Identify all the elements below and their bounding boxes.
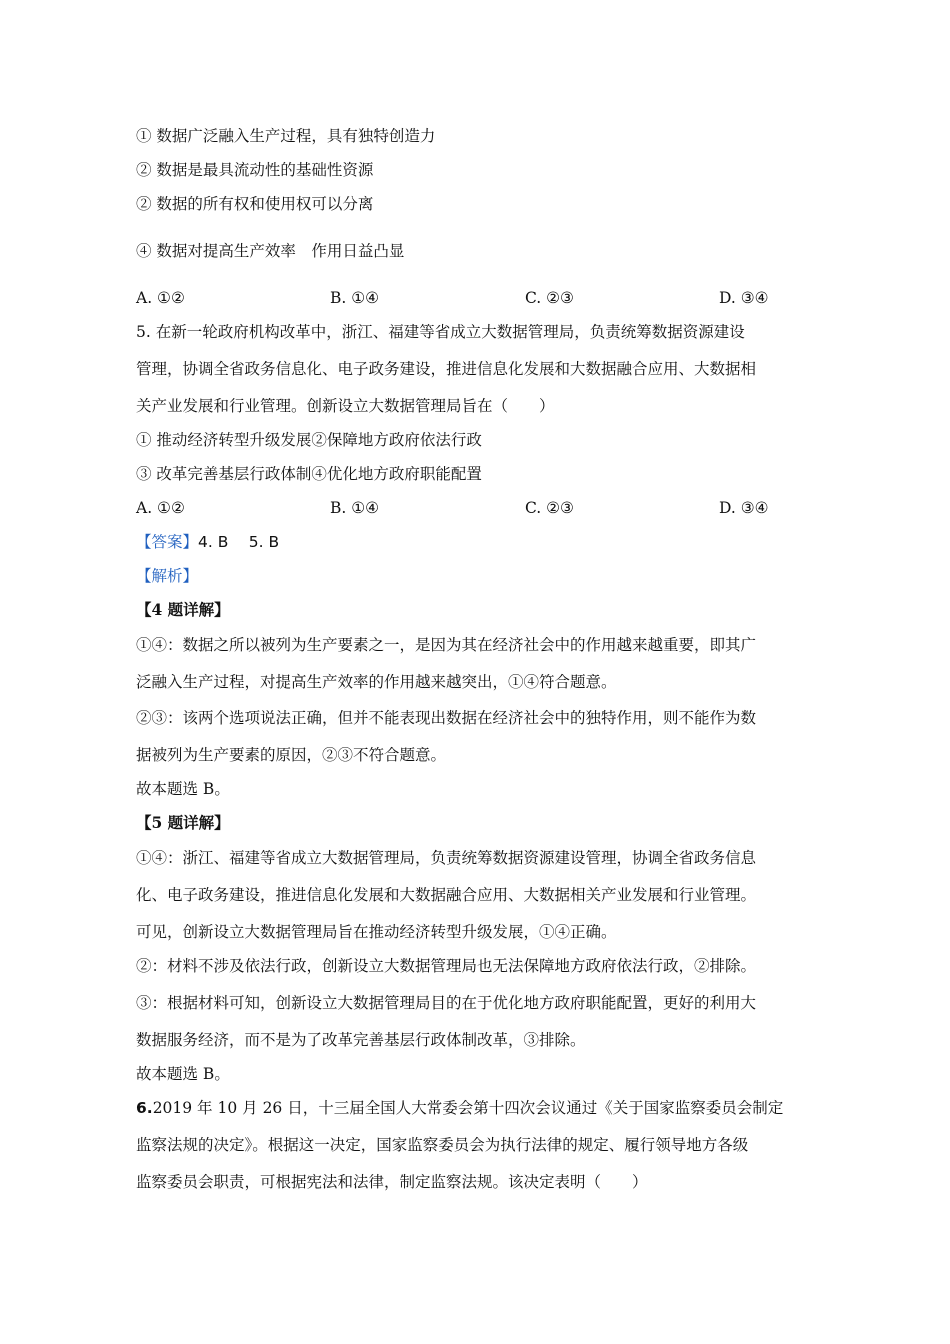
q5-option-c: C. ②③: [525, 499, 574, 517]
q5-option-a: A. ①②: [136, 499, 185, 517]
q5-stem-line-3: 关产业发展和行业管理。创新设立大数据管理局旨在（ ）: [136, 397, 555, 415]
q4-option-a: A. ①②: [136, 289, 185, 307]
answer-label: 【答案】: [136, 533, 199, 551]
q6-number: 6.: [136, 1099, 153, 1117]
q4-option-b: B. ①④: [330, 289, 380, 307]
q4-statement-1: ① 数据广泛融入生产过程，具有独特创造力: [136, 127, 436, 145]
q4-statement-2: ② 数据是最具流动性的基础性资源: [136, 161, 374, 179]
q5-detail-line-5: ③：根据材料可知，创新设立大数据管理局目的在于优化地方政府职能配置，更好的利用大: [136, 994, 757, 1012]
q5-stem-line-1: 5. 在新一轮政府机构改革中，浙江、福建等省成立大数据管理局，负责统筹数据资源建设: [136, 323, 745, 341]
q4-detail-line-4: 据被列为生产要素的原因，②③不符合题意。: [136, 746, 447, 764]
q4-detail-heading: 【4 题详解】: [136, 600, 230, 619]
q6-stem-line-1: [136, 1098, 783, 1118]
q4-detail-line-2: 泛融入生产过程，对提高生产效率的作用越来越突出，①④符合题意。: [136, 673, 617, 691]
q4-detail-line-3: ②③：该两个选项说法正确，但并不能表现出数据在经济社会中的独特作用，则不能作为数: [136, 709, 757, 727]
q5-stem-line-2: 管理，协调全省政务信息化、电子政务建设，推进信息化发展和大数据融合应用、大数据相: [136, 360, 757, 378]
q4-detail-line-1: ①④：数据之所以被列为生产要素之一，是因为其在经济社会中的作用越来越重要，即其广: [136, 636, 757, 654]
q5-detail-line-4: ②：材料不涉及依法行政，创新设立大数据管理局也无法保障地方政府依法行政，②排除。: [136, 957, 757, 975]
q5-option-b: B. ①④: [330, 499, 380, 517]
q6-stem-line-2: 监察法规的决定》。根据这一决定，国家监察委员会为执行法律的规定、履行领导地方各级: [136, 1136, 749, 1154]
q6-stem-text-1: 2019 年 10 月 26 日，十三届全国人大常委会第十四次会议通过《关于国家监察委员会制定: [152, 1099, 784, 1117]
q4-statement-4: ④ 数据对提高生产效率 作用日益凸显: [136, 242, 405, 260]
q5-detail-line-2: 化、电子政务建设，推进信息化发展和大数据融合应用、大数据相关产业发展和行业管理。: [136, 886, 757, 904]
q5-statement-2: ③ 改革完善基层行政体制④优化地方政府职能配置: [136, 465, 482, 483]
q5-statement-1: ① 推动经济转型升级发展②保障地方政府依法行政: [136, 431, 482, 449]
q4-option-d: D. ③④: [719, 289, 769, 307]
q5-detail-line-6: 数据服务经济，而不是为了改革完善基层行政体制改革，③排除。: [136, 1031, 586, 1049]
answer-line: [136, 532, 279, 552]
q5-detail-line-1: ①④：浙江、福建等省成立大数据管理局，负责统筹数据资源建设管理，协调全省政务信息: [136, 849, 757, 867]
analysis-label: 【解析】: [136, 567, 199, 585]
q5-detail-heading: 【5 题详解】: [136, 813, 230, 832]
q4-detail-conclusion: 故本题选 B。: [136, 780, 230, 798]
q5-detail-line-3: 可见，创新设立大数据管理局旨在推动经济转型升级发展，①④正确。: [136, 923, 617, 941]
q4-statement-3: ② 数据的所有权和使用权可以分离: [136, 195, 374, 213]
q5-detail-conclusion: 故本题选 B。: [136, 1065, 230, 1083]
q6-stem-line-3: 监察委员会职责，可根据宪法和法律，制定监察法规。该决定表明（ ）: [136, 1173, 648, 1191]
q4-option-c: C. ②③: [525, 289, 574, 307]
answer-value: 4. B 5. B: [198, 533, 280, 551]
q5-option-d: D. ③④: [719, 499, 769, 517]
